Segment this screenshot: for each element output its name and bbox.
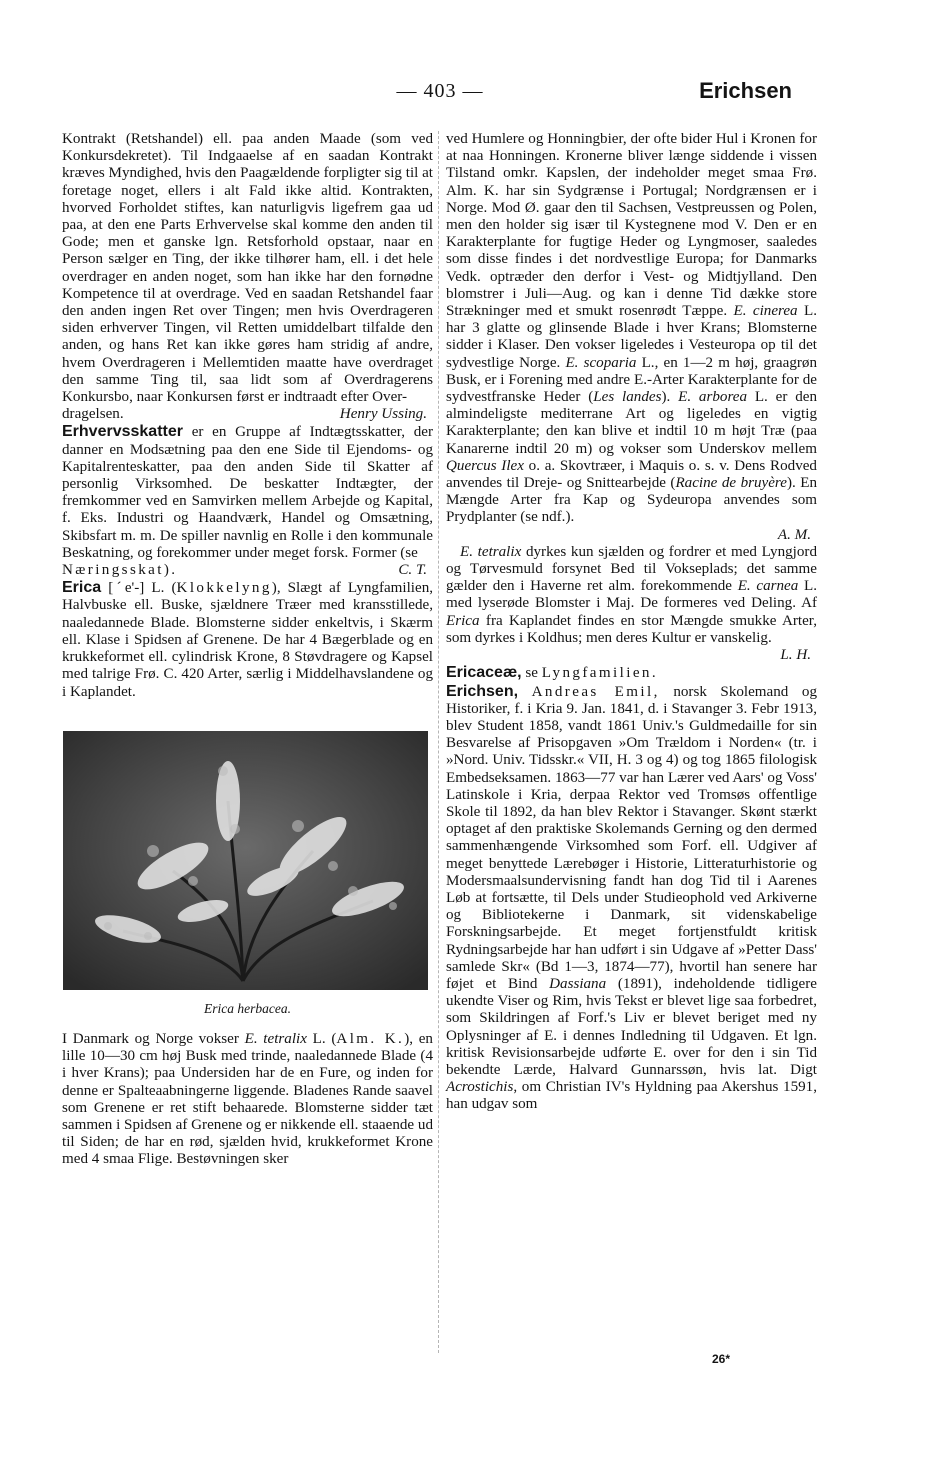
entry-headword: Erhvervsskatter [62, 423, 183, 441]
text-fragment: ). [661, 389, 679, 406]
author-signature: A. M. [777, 526, 811, 543]
text-fragment: L., en 1—2 m høj, graagrøn Busk, er i Forening med andre E.-Arter Karakterplante for de sydvestfranske Heder ( [446, 354, 817, 406]
species-name: E. carnea [737, 578, 799, 595]
entry-erhvervsskatter [62, 423, 433, 562]
entry-text: er en Gruppe af Indtægtsskatter, der danner en Modsætning paa den ene Side til Ejendoms- og Kapitalrenteskatter, paa den anden Side til Skatter af personlig Virksomhed. De beskatter Indtægter, der fremkommer ved en Samvirken mellem Arbejde og Kapital, f. Eks. Industri og Haandværk, Handel og Omsætning, Skibsfart m. m. De spiller navnlig en Rolle i den kommunale Beskatning, og forekommer under meget forsk. Former (se [62, 424, 433, 561]
text-fragment: se [525, 665, 542, 682]
text-fragment: o. a. Skovtræer, i Maquis o. s. v. Dens Rodved anvendes til Dreje- og Snittearbejde ( [446, 457, 817, 492]
species-name: E. tetralix [460, 543, 522, 560]
species-name: E. arborea [678, 389, 748, 406]
species-name: E. tetralix [244, 1030, 307, 1047]
left-column [62, 131, 433, 1169]
entry-erichsen [446, 683, 817, 1114]
author-signature: C. T. [398, 562, 427, 579]
text-fragment: L. er den almindeligste mediterrane Art og ligeledes en vigtig Karakterplante; den kan blive et indtil 10 m højt Træ (paa Kanarerne indtil 20 m) og vokser som Underskov mellem [446, 389, 818, 457]
text-fragment: ved Humlere og Honningbier, der ofte bider Hul i Kronen for at naa Honningen. Kronerne bliver længe siddende i vissen Tilstand omkr. Kapslen, der indeholder meget smaa Frø. Alm. K. har sin Sydgrænse i Portugal; Nordgrænsen er i Norge. Mod Ø. gaar den til Sachsen, Vestpreussen og Polen, men den holder sig især til Kystegnene mod V. Den er en Karakterplante for fugtige Heder og Lyngmoser, saaledes som disse findes i det nordvestlige Europa; for Danmarks Vedk. optræder den derfor i Vest- og Midtjylland. Den blomstrer i Juli—Aug. og kan i denne Tid dække store Strækninger med et smukt rosenrødt Tæppe. [446, 131, 817, 320]
running-head: Erichsen [699, 78, 792, 103]
paragraph-cultivation [446, 543, 817, 664]
text-fragment: (1891), indeholdende tidligere ukendte Viser og Rim, hvis Tekst er blevet lige saa forbedret, som Skildringen af Forf.'s Liv er blevet beriget med ny Oplysninger af E. i dennes Indledning til Udgaven. Et lgn. kritisk Revisionsarbejde udførte E. over for den i sin Tid bekendte Lærde, Halvard Gunnarssøn, hvis lat. Digt [446, 975, 817, 1078]
species-name: E. scoparia [565, 354, 637, 371]
text-fragment: dyrkes kun sjælden og fordrer et med Lyngjord og Tørvesmuld forsynet Bed til Vokseplads; det samme gælder den i Haverne ret alm. forekommende [446, 543, 817, 595]
paragraph-tetralix [62, 1031, 433, 1169]
text-fragment: fra Kaplandet findes en stor Mængde smukke Arter, som dyrkes i Koldhus; men deres Kultur er vanskelig. [446, 612, 817, 646]
species-name: Quercus Ilex [446, 457, 524, 474]
text-fragment: L. ( [306, 1030, 337, 1047]
vernacular-name: Alm. K. [336, 1030, 405, 1047]
entry-ericaceae [446, 664, 817, 682]
figure-caption: Erica herbacea. [204, 1000, 291, 1016]
paragraph-erica-species [446, 131, 817, 527]
book-title: Dassiana [549, 975, 607, 992]
erica-herbacea-photo [63, 731, 428, 990]
cross-reference: Næringsskat). [62, 562, 178, 579]
signature-mark: 26* [712, 1352, 731, 1366]
text-fragment: , om Christian IV's Hyldning paa Akershus 1591, han udgav som [446, 1079, 817, 1113]
column-divider [438, 131, 439, 1353]
entry-headword: Erichsen, [446, 682, 519, 700]
entry-headword: Erica [62, 579, 102, 597]
cross-reference: Lyngfamilien. [541, 665, 659, 682]
poem-title: Acrostichis [446, 1079, 514, 1096]
pronunciation: [ˊe'-] [108, 580, 145, 597]
plant-illustration [63, 731, 428, 990]
signature-line [62, 406, 433, 423]
genus-name: Erica [446, 612, 480, 629]
term: Racine de bruyère [675, 475, 787, 492]
entry-text: norsk Skolemand og Historiker, f. i Kria 9. Jan. 1841, d. i Stavanger 3. Febr 1913, blev Student 1858, vandt 1861 Univ.'s Guldmedaille for sin Besvarelse af Prisopgaven »Om Trældom i Norden« (tr. i »Nord. Univ. Tidsskr.« VII, H. 3 og 4) og tog 1865 filologisk Embedseksamen. 1863—77 var han Lærer ved Aars' og Voss' Latinskole i Kria, derpaa Rektor ved Tromsøs offentlige Skole til 1892, da han blev Rektor i Stavanger. Skønt stærkt optaget af den praktiske Skolemands Gerning og den dermed sammenhængende Virksomhed som Forf. ell. Udgiver af meget benyttede Lærebøger i Historie, Litteraturhistorie og Modersmaalsundervisning fandt han dog Tid til i Aarenes Løb at fortsætte, til Dels under Studieophold ved Arkiverne og Bibliotekerne i Danmark, sit videnskabelige Forskningsarbejde. Et meget fortjenstfuldt kritisk Rydningsarbejde har han udført i sin Udgave af »Petter Dass' samlede Skr« (Bd 1—3, 1874—77), hvortil han senere har føjet et Bind [446, 683, 817, 992]
text-fragment: L. med lyserøde Blomster i Maj. De formeres ved Deling. Af [446, 578, 817, 612]
place-name: Les landes [593, 389, 662, 406]
author-signature: Henry Ussing. [339, 406, 427, 423]
signature-line [62, 562, 433, 579]
person-name: Andreas Emil, [531, 683, 660, 700]
paragraph-kontrakt: Kontrakt (Retshandel) ell. paa anden Maade (som ved Konkursdekretet). Til Indgaaelse af en saadan Kontrakt kræves Myndighed, hvis den Paagældende forpligter sig til at foretage noget, ellers i alt Fald ikke altid. Kontrakten, hvorved Forholdet stiftes, kan naturligvis ligefrem gaa ud paa, at den ene Parts Erhvervelse skal komme den anden til Gode; men et ganske lgn. Retsforhold opstaar, naar en Person sælger en Ting, der ikke tilhører ham, ell. i det hele overdrager en anden noget, som han ikke har den fornødne Kompetence til at overdrage. Ved en saadan Retshandel faar den anden ingen Ret over Tingen; men hvis Overdrageren siden erhverver Tingen, vil Retten umiddelbart tilfalde den anden, og hans Ret kan ikke gøres ham stridig af andre, hvem Overdrageren i Mellemtiden maatte have overdraget den samme Ting til, saa lidt som af Overdragerens Konkursbo, naar Konkursen først er indtraadt efter Over- [62, 131, 433, 406]
text-fragment: I Danmark og Norge vokser [62, 1030, 245, 1047]
page-number: — 403 — [396, 80, 484, 102]
text-fragment: dragelsen. [62, 406, 124, 423]
vernacular-name: Klokkelyng [176, 580, 272, 597]
text-fragment: L. ( [151, 580, 177, 597]
right-column [446, 131, 817, 1114]
text-fragment: L. har 3 glatte og glinsende Blade i hver Krans; Blomsterne sidder i Klaser. Den vokser ligeledes i Vesteuropa op til det sydvestlige Norge. [446, 303, 817, 371]
author-signature: L. H. [780, 647, 811, 664]
entry-headword: Ericaceæ, [446, 664, 522, 682]
text-fragment: ). En Mængde Arter fra Kap og Sydeuropa anvendes som Prydplanter (se ndf.). [446, 475, 818, 526]
entry-text: ), Slægt af Lyngfamilien, Halvbuske ell. Buske, sjældnere Træer med kransstillede, naaledannede Blade. Blomsterne sidder enkeltvis, i Skærm ell. Klase i Spidsen af Grenene. De har 4 Bægerblade og en krukkeformet ell. cylindrisk Krone, 8 Støvdragere og Kapsel med talrige Frø. C. 420 Arter, særlig i Middelhavslandene og i Kaplandet. [62, 580, 434, 700]
entry-erica [62, 579, 433, 700]
text-fragment: ), en lille 10—30 cm høj Busk med trinde, naaledannede Blade (4 i hver Krans); paa Undersiden har de en Fure, og inden for denne er Spalteaabningerne liggende. Bladenes Rande saavel som Grenene er ret stift behaarede. Blomsterne sidder tæt sammen i Spidsen af Grenene og er nikkende ell. staaende ud til Siden; de har en rød, sjælden hvid, krukkeformet Krone med 4 smaa Flige. Bestøvningen sker [62, 1030, 433, 1168]
species-name: E. cinerea [733, 303, 798, 320]
